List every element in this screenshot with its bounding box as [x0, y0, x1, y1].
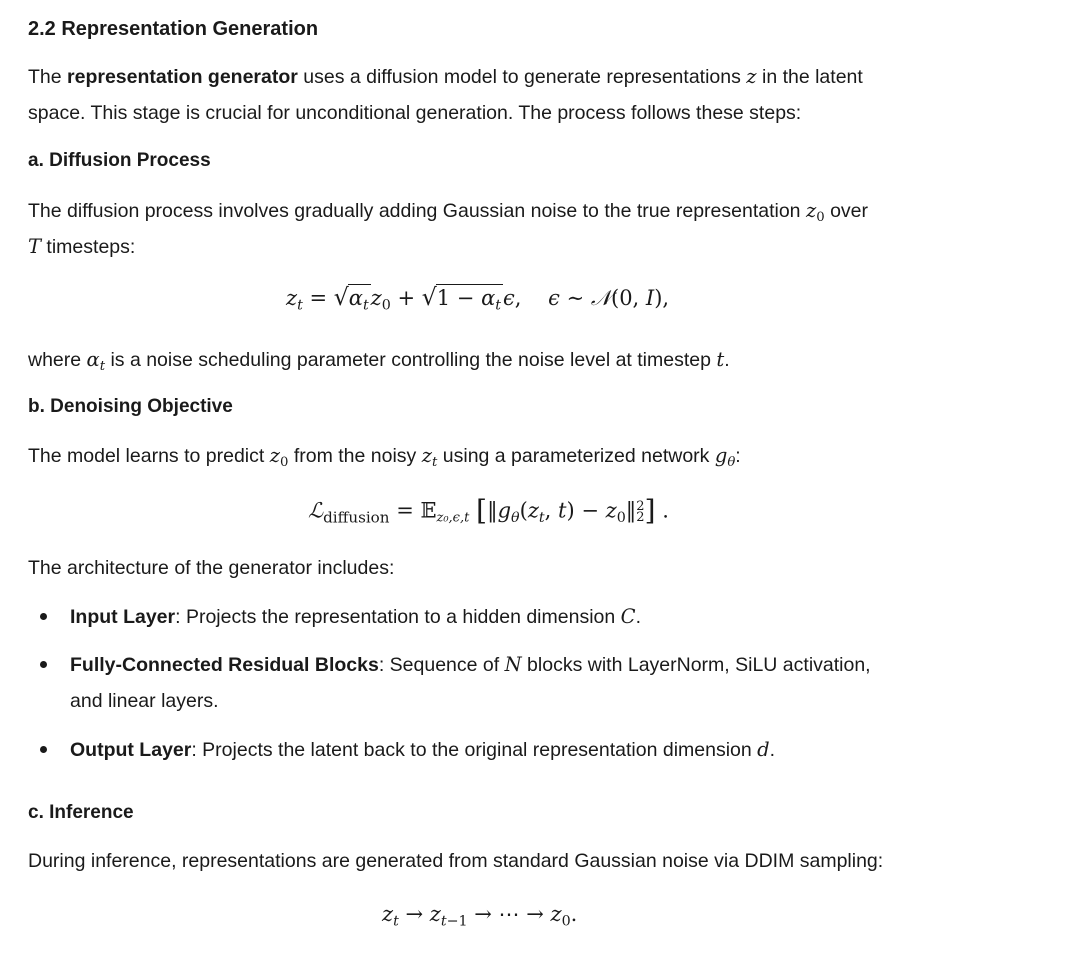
denoising-var-z0-sub: 0 — [279, 454, 289, 470]
where-prefix: where — [28, 349, 87, 371]
norm-sup: 2 — [636, 499, 645, 515]
intro-suffix: uses a diffusion model to generate representations — [297, 66, 747, 88]
where-text: is a noise scheduling parameter controlling the noise level at timestep — [105, 349, 717, 371]
architecture-intro: The architecture of the generator includes: — [28, 557, 395, 579]
item-bold: Input Layer — [70, 606, 176, 628]
item-var-C: C — [620, 605, 636, 628]
item-text: : Sequence of — [378, 654, 505, 676]
bullet-dot-icon — [40, 661, 47, 668]
bullet-dot-icon — [40, 746, 47, 753]
item-text: : Projects the representation to a hidden dimension — [175, 606, 621, 628]
bullet-dot-icon — [40, 613, 47, 620]
diffusion-text2-after: timesteps: — [41, 236, 136, 258]
forward-diffusion-equation: $z_t = √\alpha_tz_0 + √1 - \alpha_t\epsilon$, ϵ ∼ 𝒩(0, I), — [286, 283, 670, 314]
item-end: . — [635, 606, 641, 628]
intro-prefix: The — [28, 66, 68, 88]
denoising-var-zt: z — [421, 444, 433, 467]
denoising-prefix: The model learns to predict — [28, 445, 270, 467]
diffusion-loss-equation: ℒ$_{diffusion}$ = 𝔼$_{z_0,\epsilon,t}$ [$‖g_\theta(z_t$, $t) - z_0‖$ 2 2 ] . — [308, 494, 669, 527]
intro-paragraph-line1 — [28, 58, 863, 96]
item-bold: Output Layer — [70, 739, 192, 761]
item-var-N: N — [504, 653, 522, 676]
diffusion-heading: a. Diffusion Process — [28, 150, 211, 171]
inference-heading: c. Inference — [28, 802, 134, 823]
list-item-output-layer — [70, 731, 775, 769]
section-title: 2.2 Representation Generation — [28, 18, 319, 40]
item-var-d: d — [757, 738, 770, 761]
where-var-t: t — [716, 348, 725, 371]
intro-after: in the latent — [756, 66, 863, 88]
diffusion-text1-after: over — [824, 200, 869, 222]
diffusion-var-z: z — [805, 199, 817, 222]
list-item-residual-blocks-line2: and linear layers. — [70, 690, 219, 712]
norm-sub: 2 — [636, 510, 645, 526]
where-end: . — [724, 349, 730, 371]
loss-exp-sub: z₀,ϵ,t — [436, 510, 470, 526]
list-item-residual-blocks — [70, 646, 871, 684]
denoising-after: using a parameterized network — [437, 445, 715, 467]
diffusion-text1: The diffusion process involves gradually adding Gaussian noise to the true representation — [28, 200, 806, 222]
item-end: . — [769, 739, 776, 761]
denoising-mid: from the noisy — [288, 445, 422, 467]
where-alpha-line — [28, 341, 730, 379]
intro-paragraph-line2: space. This stage is crucial for unconditional generation. The process follows these steps: — [28, 102, 802, 124]
denoising-var-g: g — [714, 444, 728, 467]
list-item-input-layer — [70, 598, 641, 636]
denoising-var-zt-sub: t — [432, 454, 438, 470]
denoising-var-z0: z — [269, 444, 280, 467]
item-bold: Fully-Connected Residual Blocks — [70, 654, 379, 676]
diffusion-text-line1 — [28, 192, 868, 230]
inference-text: During inference, representations are generated from standard Gaussian noise via DDIM sampling: — [28, 850, 884, 872]
item-end: blocks with LayerNorm, SiLU activation, — [521, 654, 871, 676]
item-text: : Projects the latent back to the original representation dimension — [191, 739, 758, 761]
diffusion-text-line2 — [28, 228, 135, 266]
denoising-end: : — [735, 445, 741, 467]
loss-sub: diffusion — [323, 508, 390, 527]
where-var-alpha-sub: t — [99, 358, 106, 374]
diffusion-var-z-sub: 0 — [816, 209, 825, 225]
intro-bold-term: representation generator — [67, 66, 298, 88]
intro-var-z: z — [746, 65, 757, 88]
where-var-alpha: α — [86, 348, 100, 371]
denoising-var-g-sub: θ — [727, 454, 736, 470]
diffusion-var-T: T — [28, 235, 42, 258]
ddim-sampling-chain: $z_t \to z_{t-1}$ → ⋯ → $z_0$. — [382, 902, 578, 930]
denoising-text — [28, 437, 741, 475]
denoising-heading: b. Denoising Objective — [28, 396, 233, 417]
